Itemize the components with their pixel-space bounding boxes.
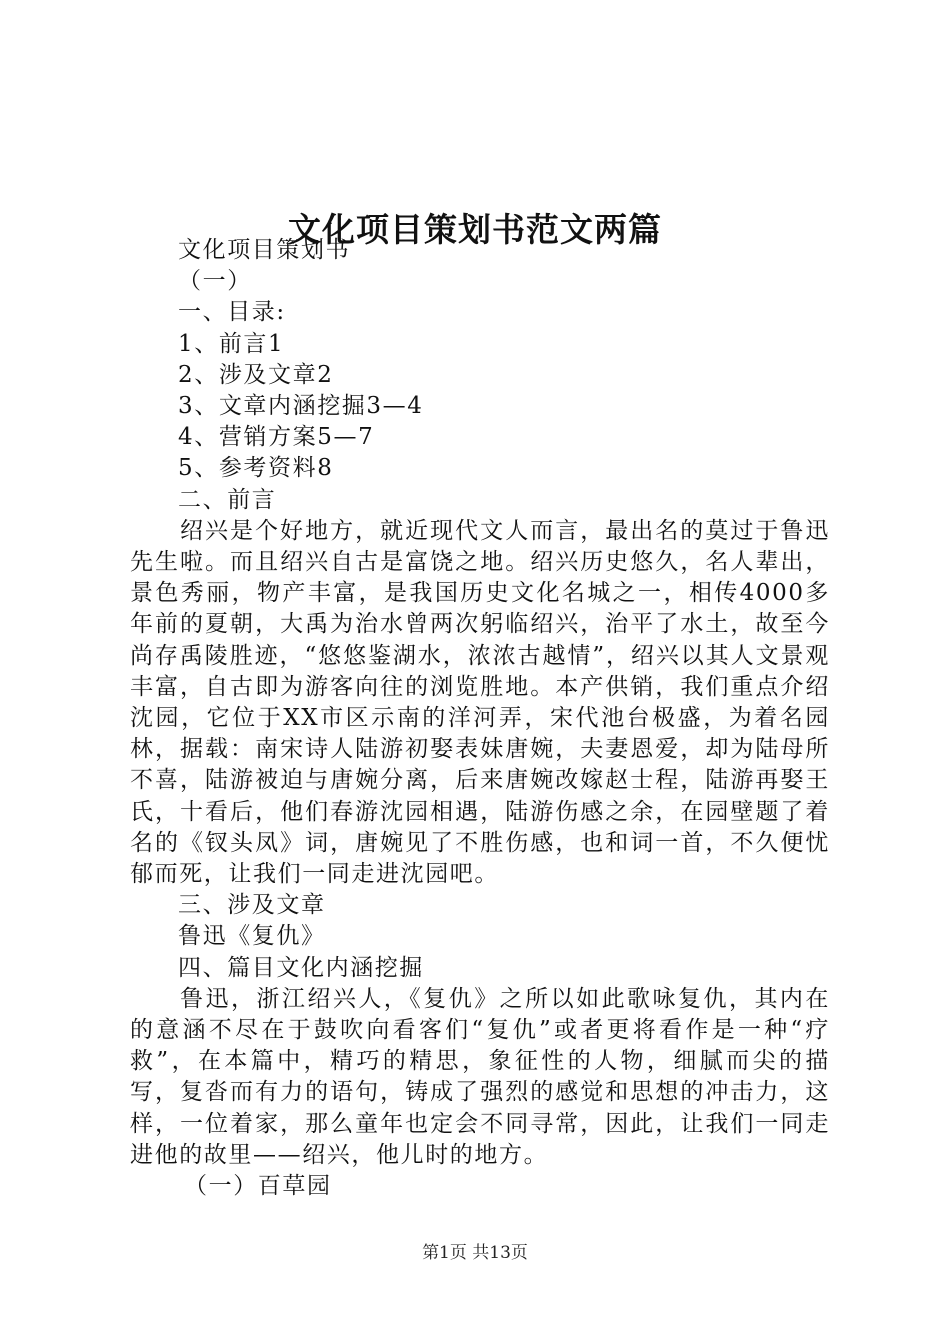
toc-item: 1、前言1 <box>178 330 285 357</box>
toc-item: 3、文章内涵挖掘3—4 <box>178 393 424 420</box>
paragraph-intro: 绍兴是个好地方，就近现代文人而言，最出名的莫过于鲁迅先生啦。而且绍兴自古是富饶之地。绍兴历史悠久，名人辈出，景色秀丽，物产丰富，是我国历史文化名城之一，相传4000多年前的夏朝，大禹为治水曾两次躬临绍兴，治平了水土，故至今尚存禹陵胜迹，“悠悠鉴湖水，浓浓古越情”，绍兴以其人文景观丰富，自古即为游客向往的浏览胜地。本产供销，我们重点介绍沈园，它位于XX市区示南的洋河弄，宋代池台极盛，为着名园林，据载：南宋诗人陆游初娶表妹唐婉，夫妻恩爱，却为陆母所不喜，陆游被迫与唐婉分离，后来唐婉改嫁赵士程，陆游再娶王氏，十看后，他们春游沈园相遇，陆游伤感之余，在园壁题了着名的《钗头凤》词，唐婉见了不胜伤感，也和词一首，不久便忧郁而死，让我们一同走进沈园吧。 <box>130 517 830 888</box>
doc-subtitle: 文化项目策划书 <box>178 237 351 263</box>
paragraph-analysis: 鲁迅，浙江绍兴人，《复仇》之所以如此歌咏复仇，其内在的意涵不尽在于鼓吹向看客们“复仇”或者更将看作是一种“疗救”，在本篇中，精巧的精思，象征性的人物，细腻而尖的描写，复沓而有力的语句，铸成了强烈的感觉和思想的冲击力，这样，一位着家，那么童年也定会不同寻常，因此，让我们一同走进他的故里——绍兴，他儿时的地方。 <box>130 985 830 1168</box>
document-body <box>130 235 830 1202</box>
toc-item: 4、营销方案5—7 <box>178 424 375 451</box>
subsection-heading: （一）百草园 <box>184 1173 332 1200</box>
toc-item: 5、参考资料8 <box>178 455 334 482</box>
page-footer: 第1页 共13页 <box>422 1243 528 1263</box>
section-heading-preface: 二、前言 <box>178 486 277 513</box>
toc-heading: 一、目录: <box>178 299 286 326</box>
section-heading-analysis: 四、篇目文化内涵挖掘 <box>178 954 424 981</box>
toc-item: 2、涉及文章2 <box>178 361 334 388</box>
article-item: 鲁迅《复仇》 <box>178 923 326 950</box>
section-heading-articles: 三、涉及文章 <box>178 892 326 919</box>
document-title: 文化项目策划书范文两篇 <box>288 210 662 250</box>
part-marker: （一） <box>178 268 252 295</box>
